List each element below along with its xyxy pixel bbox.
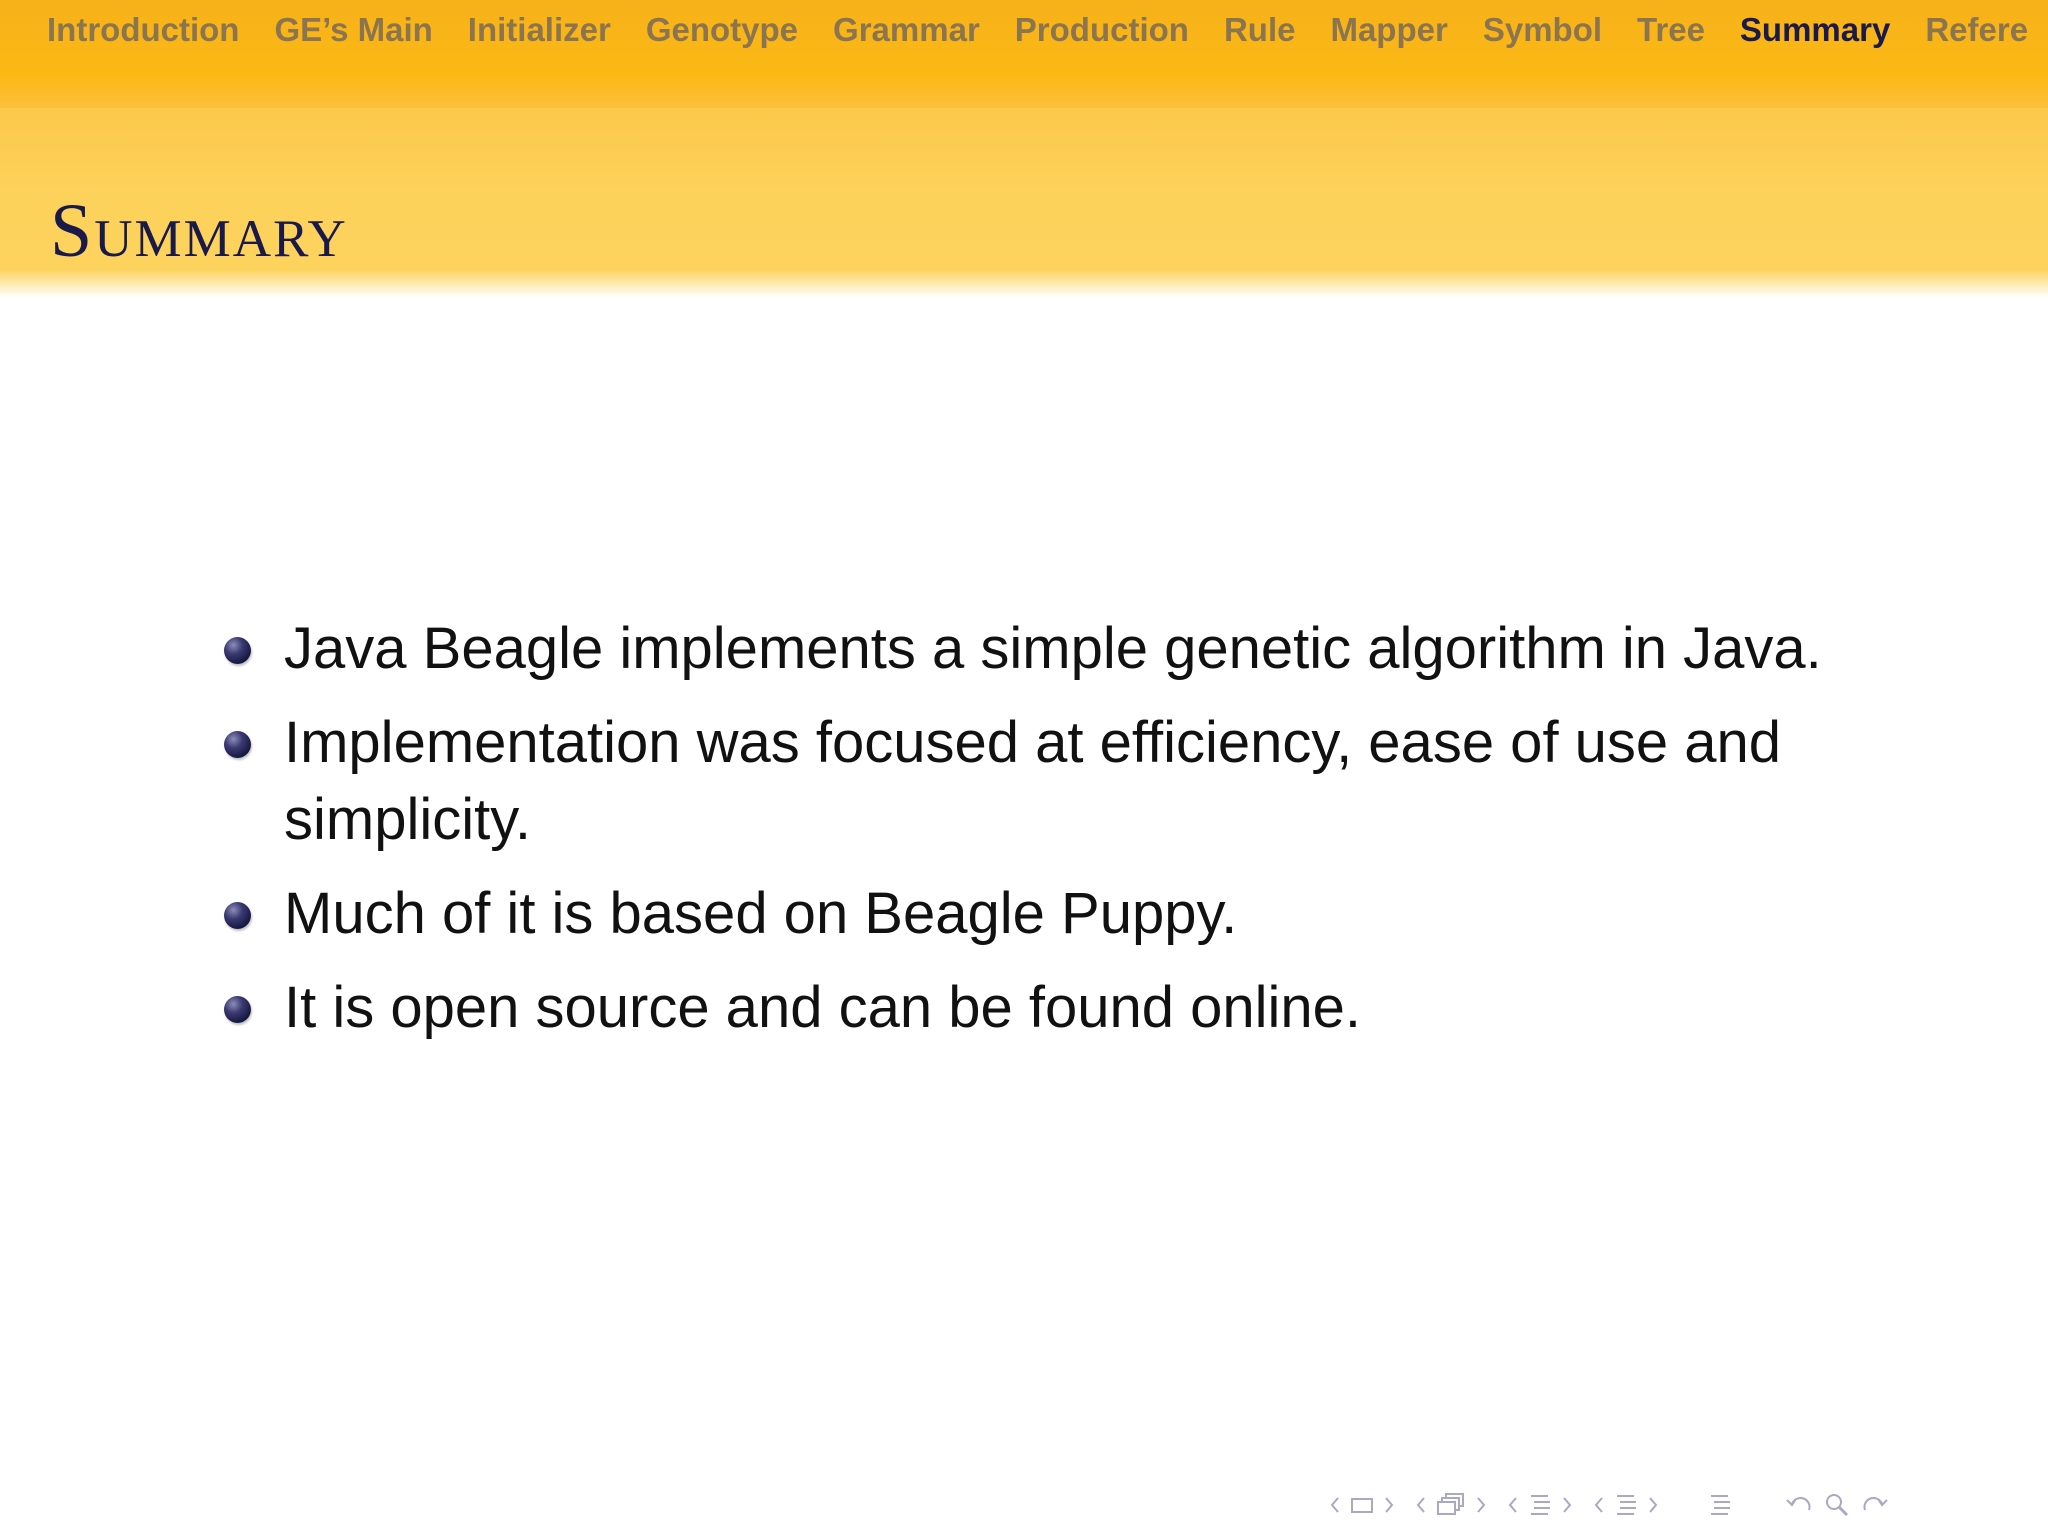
arrow-left-icon[interactable] — [1508, 1496, 1518, 1514]
bullet-text: Java Beagle implements a simple genetic algorithm in Java. — [284, 616, 1822, 681]
nav-item-initializer[interactable]: Initializer — [467, 11, 611, 48]
bullet-text: Implementation was focused at efficiency, ease of use and simplicity. — [284, 710, 1782, 852]
document-icon[interactable] — [1708, 1492, 1732, 1518]
nav-item-summary[interactable]: Summary — [1739, 11, 1891, 48]
arrow-right-icon[interactable] — [1648, 1496, 1658, 1514]
frame-title: Summary — [50, 189, 348, 273]
arrow-left-icon[interactable] — [1416, 1496, 1426, 1514]
beamer-navigation-symbols — [1330, 1488, 1900, 1522]
nav-item-mapper[interactable]: Mapper — [1330, 11, 1448, 48]
frame-icon[interactable] — [1350, 1496, 1374, 1514]
bullet-ball-icon — [224, 637, 251, 664]
nav-item-production[interactable]: Production — [1014, 11, 1189, 48]
back-icon[interactable] — [1784, 1492, 1814, 1518]
frame-title-band — [0, 108, 2048, 298]
bullet-text: Much of it is based on Beagle Puppy. — [284, 881, 1238, 946]
nav-item-genotype[interactable]: Genotype — [645, 11, 799, 48]
bullet-list — [222, 610, 1922, 1063]
bullet-ball-icon — [224, 731, 251, 758]
bullet-text: It is open source and can be found online. — [284, 975, 1361, 1040]
bullet-ball-icon — [224, 902, 251, 929]
bullet-item — [222, 610, 1922, 687]
section-icon[interactable] — [1528, 1492, 1552, 1518]
arrow-right-icon[interactable] — [1384, 1496, 1394, 1514]
arrow-left-icon[interactable] — [1594, 1496, 1604, 1514]
nav-item-rule[interactable]: Rule — [1223, 11, 1296, 48]
bullet-item — [222, 704, 1922, 858]
search-icon[interactable] — [1824, 1492, 1850, 1518]
forward-icon[interactable] — [1860, 1492, 1890, 1518]
section-navigation-bar — [0, 0, 2048, 108]
arrow-right-icon[interactable] — [1562, 1496, 1572, 1514]
arrow-left-icon[interactable] — [1330, 1496, 1340, 1514]
nav-item-references[interactable]: Refere — [1925, 11, 2029, 48]
bullet-ball-icon — [224, 996, 251, 1023]
slide-icon[interactable] — [1614, 1492, 1638, 1518]
bullet-item — [222, 969, 1922, 1046]
arrow-right-icon[interactable] — [1476, 1496, 1486, 1514]
nav-item-tree[interactable]: Tree — [1637, 11, 1705, 48]
nav-item-introduction[interactable]: Introduction — [47, 11, 240, 48]
section-navigation-list — [47, 10, 2048, 50]
subsection-icon[interactable] — [1436, 1492, 1466, 1518]
bullet-item — [222, 875, 1922, 952]
nav-item-symbol[interactable]: Symbol — [1482, 11, 1603, 48]
nav-item-grammar[interactable]: Grammar — [833, 11, 980, 48]
nav-item-ges-main[interactable]: GE’s Main — [274, 11, 433, 48]
